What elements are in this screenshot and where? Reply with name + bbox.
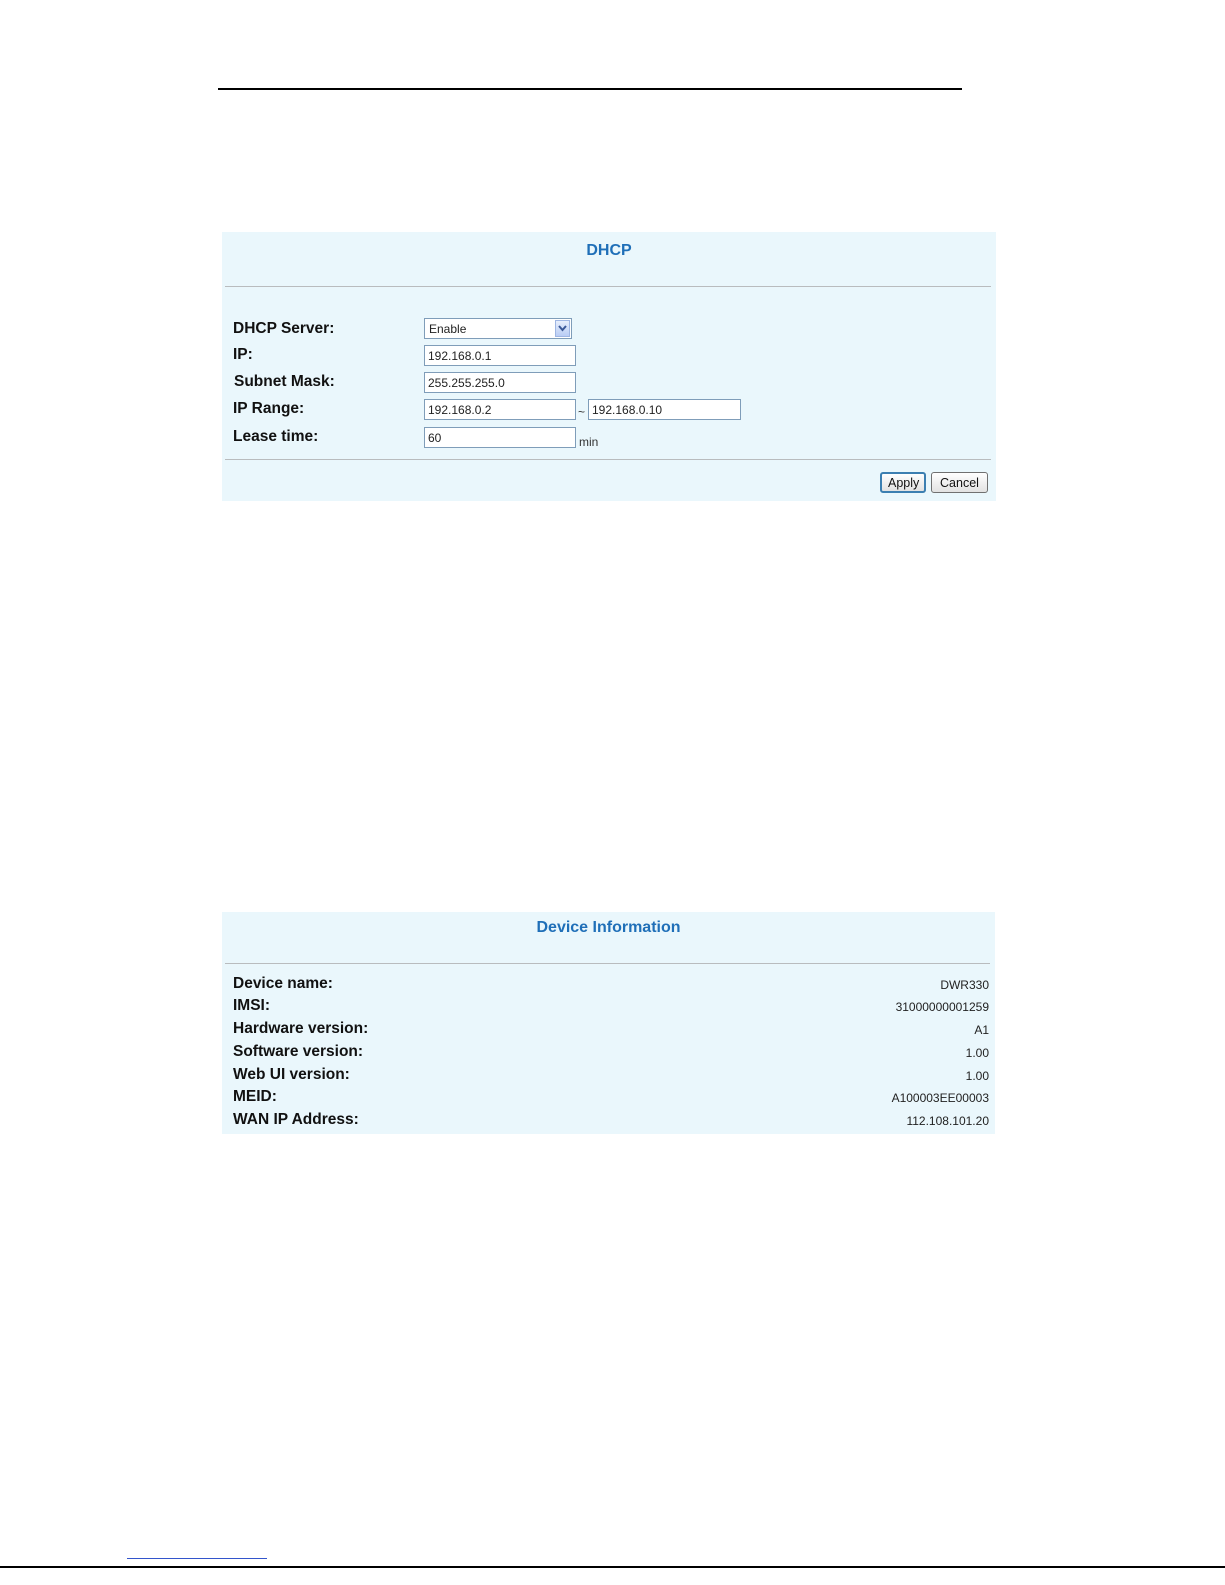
ip-range-label: IP Range: <box>233 400 305 417</box>
footer-rule <box>0 1566 1225 1568</box>
meid-label: MEID: <box>233 1088 277 1105</box>
apply-button[interactable]: Apply <box>880 472 926 493</box>
subnet-mask-input[interactable] <box>424 372 576 393</box>
footer-link-underline <box>127 1558 267 1559</box>
lease-time-label: Lease time: <box>233 428 319 445</box>
web-ui-version-label: Web UI version: <box>233 1066 350 1083</box>
web-ui-version-value: 1.00 <box>965 1069 989 1083</box>
dhcp-server-label: DHCP Server: <box>233 320 335 337</box>
dhcp-divider-top <box>225 286 991 287</box>
dhcp-server-select[interactable] <box>424 318 572 339</box>
meid-value: A100003EE00003 <box>891 1091 989 1105</box>
device-info-row <box>222 997 995 1019</box>
hardware-version-value: A1 <box>974 1023 989 1037</box>
imsi-value: 31000000001259 <box>895 1000 989 1014</box>
software-version-label: Software version: <box>233 1043 364 1060</box>
ip-label: IP: <box>233 346 253 363</box>
dhcp-panel <box>222 232 996 501</box>
header-rule <box>218 88 962 90</box>
dhcp-divider-bottom <box>225 459 991 460</box>
device-info-row <box>222 1020 995 1042</box>
dhcp-server-selected-value: Enable <box>429 322 467 336</box>
device-info-title: Device Information <box>536 919 681 936</box>
lease-time-unit: min <box>579 435 599 449</box>
imsi-label: IMSI: <box>233 997 271 1014</box>
ip-input[interactable] <box>424 345 576 366</box>
wan-ip-address-label: WAN IP Address: <box>233 1111 359 1128</box>
device-info-divider <box>225 963 990 964</box>
device-info-row <box>222 1088 995 1110</box>
device-name-label: Device name: <box>233 975 333 992</box>
subnet-mask-label: Subnet Mask: <box>234 373 335 390</box>
dhcp-panel-title: DHCP <box>586 242 632 259</box>
device-info-row <box>222 1043 995 1065</box>
chevron-down-icon <box>558 325 567 332</box>
ip-range-end-input[interactable] <box>588 399 741 420</box>
device-info-row <box>222 1066 995 1088</box>
device-info-row <box>222 975 995 997</box>
software-version-value: 1.00 <box>965 1046 989 1060</box>
lease-time-input[interactable] <box>424 427 576 448</box>
device-info-row <box>222 1111 995 1133</box>
ip-range-separator: ~ <box>578 405 586 419</box>
dropdown-toggle[interactable] <box>555 320 570 337</box>
wan-ip-address-value: 112.108.101.20 <box>906 1114 989 1128</box>
hardware-version-label: Hardware version: <box>233 1020 369 1037</box>
cancel-button[interactable]: Cancel <box>931 472 988 493</box>
device-name-value: DWR330 <box>940 978 989 992</box>
ip-range-start-input[interactable] <box>424 399 576 420</box>
device-info-panel <box>222 912 995 1134</box>
